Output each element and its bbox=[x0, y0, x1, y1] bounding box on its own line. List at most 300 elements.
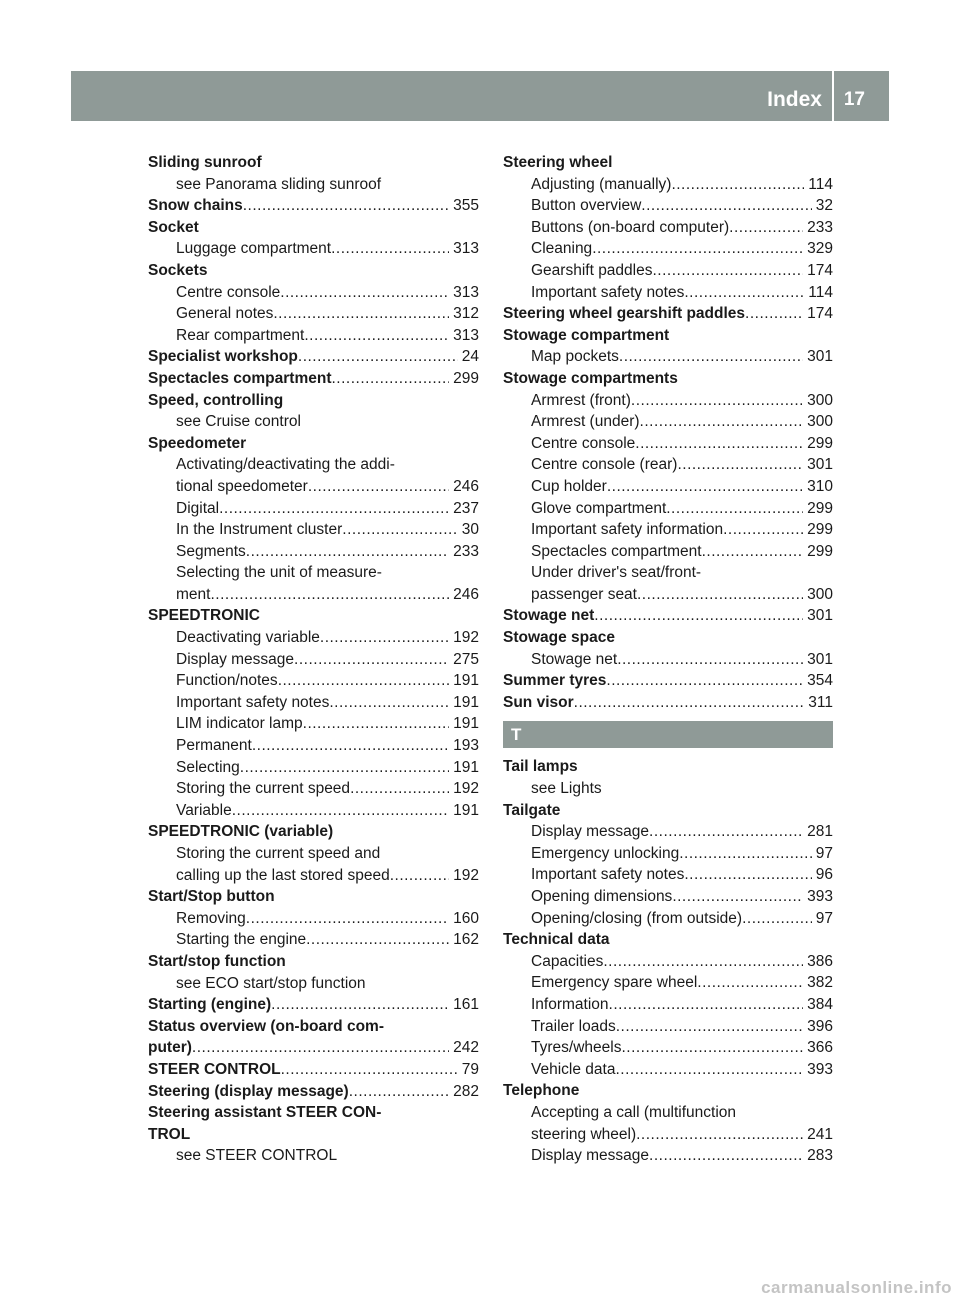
index-entry bbox=[148, 1102, 479, 1124]
leader-dots bbox=[603, 951, 803, 973]
leader-dots bbox=[636, 1124, 803, 1146]
index-entry bbox=[148, 411, 479, 433]
leader-dots bbox=[298, 346, 458, 368]
index-subterm: tional speedometer bbox=[176, 477, 308, 495]
index-page-ref: 191 bbox=[453, 758, 479, 776]
index-page-ref: 242 bbox=[453, 1039, 479, 1057]
leader-dots bbox=[723, 519, 803, 541]
leader-dots bbox=[294, 649, 449, 671]
index-page-ref: 393 bbox=[807, 888, 833, 905]
page-header bbox=[71, 71, 889, 121]
index-subterm: Selecting the unit of measure- bbox=[176, 564, 382, 582]
leader-dots bbox=[349, 1081, 449, 1103]
index-entry bbox=[148, 303, 479, 325]
index-page-ref: 386 bbox=[807, 952, 833, 970]
index-term: Starting (engine) bbox=[148, 996, 272, 1014]
index-entry bbox=[503, 756, 833, 778]
leader-dots bbox=[702, 541, 804, 563]
index-page-ref: 366 bbox=[807, 1039, 833, 1057]
index-entry bbox=[148, 476, 479, 498]
index-entry bbox=[503, 800, 833, 822]
index-entry bbox=[148, 368, 479, 390]
index-page-ref: 114 bbox=[808, 175, 833, 193]
leader-dots bbox=[615, 1059, 803, 1081]
index-page-ref: 192 bbox=[453, 629, 479, 647]
index-page-ref: 300 bbox=[807, 413, 833, 431]
index-subterm: see STEER CONTROL bbox=[176, 1147, 338, 1165]
index-page-ref: 79 bbox=[461, 1060, 479, 1078]
leader-dots bbox=[273, 303, 449, 325]
index-page-ref: 299 bbox=[453, 369, 479, 387]
index-term: Summer tyres bbox=[503, 672, 607, 690]
index-entry bbox=[148, 260, 479, 282]
index-page-ref: 97 bbox=[815, 844, 833, 862]
index-entry bbox=[148, 346, 479, 368]
index-page-ref: 246 bbox=[453, 477, 479, 495]
index-term: Telephone bbox=[503, 1082, 580, 1100]
leader-dots bbox=[303, 713, 449, 735]
index-term: Snow chains bbox=[148, 197, 243, 215]
leader-dots bbox=[619, 346, 803, 368]
index-entry bbox=[503, 584, 833, 606]
section-letter-t: T bbox=[503, 721, 833, 748]
index-entry bbox=[503, 476, 833, 498]
index-entry bbox=[148, 627, 479, 649]
leader-dots bbox=[649, 821, 803, 843]
leader-dots bbox=[331, 238, 449, 260]
index-subterm: Permanent bbox=[176, 737, 252, 755]
index-page-ref: 299 bbox=[807, 521, 833, 539]
index-entry bbox=[503, 174, 833, 196]
index-subterm: ment bbox=[176, 585, 211, 603]
leader-dots bbox=[271, 994, 449, 1016]
leader-dots bbox=[677, 454, 803, 476]
index-entry bbox=[503, 972, 833, 994]
index-subterm: Cleaning bbox=[531, 240, 593, 258]
index-entry bbox=[148, 973, 479, 995]
index-entry bbox=[503, 1059, 833, 1081]
index-subterm: Storing the current speed bbox=[176, 780, 351, 798]
index-entry bbox=[503, 260, 833, 282]
page-number: 17 bbox=[843, 89, 865, 110]
index-subterm: Important safety notes bbox=[531, 866, 685, 884]
leader-dots bbox=[320, 627, 449, 649]
index-entry bbox=[148, 498, 479, 520]
index-term: Status overview (on-board com- bbox=[148, 1017, 384, 1035]
index-page-ref: 301 bbox=[807, 348, 833, 366]
index-page-ref: 299 bbox=[807, 542, 833, 560]
index-subterm: Tyres/wheels bbox=[531, 1039, 622, 1057]
index-entry bbox=[148, 390, 479, 412]
index-page-ref: 313 bbox=[453, 283, 479, 301]
index-entry bbox=[148, 433, 479, 455]
index-page-ref: 393 bbox=[807, 1060, 833, 1078]
index-entry bbox=[503, 864, 833, 886]
leader-dots bbox=[332, 368, 450, 390]
leader-dots bbox=[729, 217, 803, 239]
index-subterm: Important safety notes bbox=[176, 693, 330, 711]
index-entry bbox=[503, 692, 833, 714]
index-subterm: Armrest (front) bbox=[531, 391, 631, 409]
index-subterm: calling up the last stored speed bbox=[176, 866, 390, 884]
index-page-ref: 299 bbox=[807, 499, 833, 517]
index-subterm: Adjusting (manually) bbox=[531, 175, 672, 193]
index-page-ref: 191 bbox=[453, 672, 479, 690]
index-subterm: Storing the current speed and bbox=[176, 845, 381, 862]
index-subterm: Centre console (rear) bbox=[531, 456, 678, 474]
index-entry bbox=[148, 217, 479, 239]
index-entry bbox=[503, 843, 833, 865]
header-title: Index bbox=[767, 88, 822, 111]
index-entry bbox=[503, 303, 833, 325]
leader-dots bbox=[621, 1037, 803, 1059]
index-subterm: Stowage net bbox=[531, 650, 618, 668]
leader-dots bbox=[280, 282, 449, 304]
index-entry bbox=[503, 238, 833, 260]
leader-dots bbox=[278, 670, 449, 692]
leader-dots bbox=[679, 843, 812, 865]
index-page-ref: 329 bbox=[807, 240, 833, 258]
leader-dots bbox=[671, 174, 804, 196]
index-subterm: LIM indicator lamp bbox=[176, 715, 303, 733]
index-page-ref: 396 bbox=[807, 1017, 833, 1035]
leader-dots bbox=[606, 670, 803, 692]
index-entry bbox=[503, 390, 833, 412]
leader-dots bbox=[672, 886, 803, 908]
index-entry bbox=[148, 951, 479, 973]
index-section-t bbox=[503, 756, 833, 1166]
index-page-ref: 161 bbox=[453, 996, 479, 1014]
index-entry bbox=[148, 757, 479, 779]
index-entry bbox=[148, 1081, 479, 1103]
leader-dots bbox=[232, 800, 449, 822]
index-entry bbox=[503, 217, 833, 239]
index-column-left bbox=[148, 152, 479, 1167]
index-term: Start/Stop button bbox=[148, 888, 275, 906]
leader-dots bbox=[329, 692, 449, 714]
index-page-ref: 191 bbox=[453, 693, 479, 711]
index-entry bbox=[503, 908, 833, 930]
index-entry bbox=[503, 605, 833, 627]
index-subterm: Important safety notes bbox=[531, 283, 685, 301]
leader-dots bbox=[350, 778, 449, 800]
index-subterm: Cup holder bbox=[531, 477, 607, 495]
index-term: Socket bbox=[148, 218, 199, 236]
leader-dots bbox=[342, 519, 457, 541]
index-entry bbox=[503, 346, 833, 368]
index-term: Stowage compartments bbox=[503, 369, 678, 387]
index-subterm: Spectacles compartment bbox=[531, 542, 702, 560]
index-entry bbox=[148, 778, 479, 800]
index-subterm: Information bbox=[531, 995, 609, 1013]
index-entry bbox=[503, 886, 833, 908]
index-page-ref: 241 bbox=[807, 1125, 833, 1143]
index-subterm: Variable bbox=[176, 801, 232, 819]
leader-dots bbox=[594, 605, 803, 627]
index-entry bbox=[503, 541, 833, 563]
index-subterm: Activating/deactivating the addi- bbox=[176, 456, 395, 474]
index-entry bbox=[503, 1145, 833, 1167]
index-entry bbox=[503, 433, 833, 455]
index-page-ref: 192 bbox=[453, 780, 479, 798]
index-subterm: Display message bbox=[176, 650, 295, 668]
index-page-ref: 300 bbox=[807, 585, 833, 603]
leader-dots bbox=[616, 1016, 803, 1038]
leader-dots bbox=[641, 195, 811, 217]
index-page-ref: 191 bbox=[453, 801, 479, 819]
leader-dots bbox=[609, 994, 804, 1016]
index-page-ref: 354 bbox=[807, 672, 833, 690]
index-page-ref: 299 bbox=[807, 434, 833, 452]
index-entry bbox=[148, 1124, 479, 1146]
index-entry bbox=[148, 735, 479, 757]
index-entry bbox=[148, 843, 479, 865]
index-term: Start/stop function bbox=[148, 952, 286, 970]
index-page-ref: 310 bbox=[807, 477, 833, 495]
leader-dots bbox=[631, 390, 803, 412]
index-entry bbox=[148, 1016, 479, 1038]
index-page-ref: 32 bbox=[815, 197, 833, 215]
index-entry bbox=[148, 800, 479, 822]
index-subterm: Centre console bbox=[531, 434, 636, 452]
index-entry bbox=[148, 929, 479, 951]
leader-dots bbox=[246, 908, 449, 930]
leader-dots bbox=[219, 498, 449, 520]
index-entry bbox=[503, 562, 833, 584]
index-entry bbox=[503, 195, 833, 217]
index-term: Steering wheel bbox=[503, 154, 613, 171]
leader-dots bbox=[684, 282, 804, 304]
index-page-ref: 237 bbox=[453, 499, 479, 517]
index-entry bbox=[503, 325, 833, 347]
leader-dots bbox=[653, 260, 804, 282]
index-entry bbox=[148, 670, 479, 692]
index-page-ref: 96 bbox=[815, 866, 833, 884]
index-entry bbox=[503, 498, 833, 520]
index-term: Steering (display message) bbox=[148, 1082, 349, 1100]
index-entry bbox=[503, 454, 833, 476]
index-subterm: Opening dimensions bbox=[531, 888, 673, 905]
index-page-ref: 246 bbox=[453, 585, 479, 603]
index-entry bbox=[503, 778, 833, 800]
index-entry bbox=[148, 519, 479, 541]
index-page-ref: 312 bbox=[453, 305, 479, 323]
index-entry bbox=[503, 1080, 833, 1102]
index-subterm: Digital bbox=[176, 499, 220, 517]
index-entry bbox=[148, 1145, 479, 1167]
index-entry bbox=[503, 152, 833, 174]
index-entry bbox=[148, 1037, 479, 1059]
index-entry bbox=[148, 562, 479, 584]
index-page-ref: 174 bbox=[807, 261, 833, 279]
index-subterm: General notes bbox=[176, 305, 274, 323]
index-subterm: Map pockets bbox=[531, 348, 619, 366]
index-page-ref: 311 bbox=[808, 693, 833, 711]
leader-dots bbox=[306, 929, 449, 951]
index-entry bbox=[503, 627, 833, 649]
index-term: SPEEDTRONIC bbox=[148, 607, 260, 625]
leader-dots bbox=[607, 476, 803, 498]
index-subterm: Important safety information bbox=[531, 521, 724, 539]
index-subterm: Buttons (on-board computer) bbox=[531, 218, 730, 236]
leader-dots bbox=[210, 584, 449, 606]
leader-dots bbox=[684, 864, 811, 886]
leader-dots bbox=[243, 195, 449, 217]
index-entry bbox=[148, 649, 479, 671]
index-page-ref: 301 bbox=[807, 607, 833, 625]
index-subterm: In the Instrument cluster bbox=[176, 521, 343, 539]
index-term: Speedometer bbox=[148, 434, 247, 452]
index-entry bbox=[148, 821, 479, 843]
index-subterm: Segments bbox=[176, 542, 246, 560]
leader-dots bbox=[697, 972, 803, 994]
index-subterm: Opening/closing (from outside) bbox=[531, 909, 743, 927]
index-subterm: Emergency spare wheel bbox=[531, 974, 698, 992]
index-term: Spectacles compartment bbox=[148, 369, 332, 387]
index-subterm: Starting the engine bbox=[176, 931, 307, 949]
index-entry bbox=[503, 282, 833, 304]
index-subterm: see Panorama sliding sunroof bbox=[176, 175, 382, 193]
index-subterm: Centre console bbox=[176, 283, 281, 301]
leader-dots bbox=[304, 325, 449, 347]
index-subterm: Removing bbox=[176, 909, 246, 927]
leader-dots bbox=[617, 649, 803, 671]
index-section-s bbox=[503, 152, 833, 713]
index-page-ref: 355 bbox=[453, 197, 479, 215]
leader-dots bbox=[246, 541, 449, 563]
index-subterm: Luggage compartment bbox=[176, 240, 332, 258]
index-column-right bbox=[503, 152, 833, 1167]
index-term: Specialist workshop bbox=[148, 348, 298, 366]
leader-dots bbox=[637, 584, 803, 606]
index-entry bbox=[148, 1059, 479, 1081]
index-entry bbox=[148, 541, 479, 563]
index-term: Technical data bbox=[503, 931, 610, 949]
index-page-ref: 193 bbox=[453, 737, 479, 755]
index-term: Speed, controlling bbox=[148, 391, 284, 409]
index-page-ref: 174 bbox=[807, 305, 833, 323]
index-entry bbox=[503, 1016, 833, 1038]
index-entry bbox=[148, 605, 479, 627]
index-entry bbox=[148, 994, 479, 1016]
leader-dots bbox=[240, 757, 449, 779]
index-subterm: see Cruise control bbox=[176, 413, 301, 431]
index-entry bbox=[503, 1037, 833, 1059]
index-term: Stowage space bbox=[503, 629, 615, 647]
index-page-ref: 313 bbox=[453, 240, 479, 258]
watermark: carmanualsonline.info bbox=[761, 1278, 952, 1297]
index-term: TROL bbox=[148, 1125, 191, 1143]
index-entry bbox=[148, 886, 479, 908]
index-page-ref: 313 bbox=[453, 326, 479, 344]
header-divider bbox=[832, 71, 834, 121]
leader-dots bbox=[640, 411, 804, 433]
index-term: Tailgate bbox=[503, 801, 561, 819]
index-page-ref: 191 bbox=[453, 715, 479, 733]
index-entry bbox=[503, 821, 833, 843]
index-subterm: Display message bbox=[531, 1147, 650, 1165]
index-subterm: Accepting a call (multifunction bbox=[531, 1103, 737, 1121]
index-subterm: Capacities bbox=[531, 952, 604, 970]
leader-dots bbox=[742, 908, 812, 930]
index-entry bbox=[148, 152, 479, 174]
index-entry bbox=[148, 692, 479, 714]
index-entry bbox=[148, 325, 479, 347]
index-page-ref: 275 bbox=[453, 650, 479, 668]
index-entry bbox=[148, 174, 479, 196]
index-entry bbox=[148, 908, 479, 930]
leader-dots bbox=[592, 238, 803, 260]
index-page-ref: 300 bbox=[807, 391, 833, 409]
index-entry bbox=[503, 951, 833, 973]
index-subterm: Armrest (under) bbox=[531, 413, 640, 431]
index-page-ref: 192 bbox=[453, 866, 479, 884]
index-subterm: Rear compartment bbox=[176, 326, 305, 344]
index-entry bbox=[503, 929, 833, 951]
leader-dots bbox=[666, 498, 803, 520]
index-subterm: passenger seat bbox=[531, 585, 637, 603]
index-subterm: Glove compartment bbox=[531, 499, 667, 517]
index-subterm: see Lights bbox=[531, 780, 602, 798]
leader-dots bbox=[281, 1059, 458, 1081]
index-page-ref: 281 bbox=[807, 823, 833, 841]
leader-dots bbox=[192, 1037, 449, 1059]
index-term: Stowage net bbox=[503, 607, 595, 625]
index-subterm: Gearshift paddles bbox=[531, 261, 653, 279]
index-subterm: Trailer loads bbox=[531, 1017, 616, 1035]
index-page-ref: 282 bbox=[453, 1082, 479, 1100]
index-subterm: Function/notes bbox=[176, 672, 278, 690]
index-subterm: Emergency unlocking bbox=[531, 844, 680, 862]
leader-dots bbox=[252, 735, 449, 757]
index-entry bbox=[148, 713, 479, 735]
index-term: SPEEDTRONIC (variable) bbox=[148, 823, 334, 841]
index-subterm: steering wheel) bbox=[531, 1125, 637, 1143]
leader-dots bbox=[649, 1145, 803, 1167]
index-entry bbox=[148, 238, 479, 260]
index-term: STEER CONTROL bbox=[148, 1060, 281, 1078]
index-entry bbox=[503, 1102, 833, 1124]
index-entry bbox=[503, 411, 833, 433]
index-entry bbox=[148, 584, 479, 606]
index-page-ref: 382 bbox=[807, 974, 833, 992]
index-page-ref: 30 bbox=[461, 521, 479, 539]
index-term: Steering wheel gearshift paddles bbox=[503, 305, 746, 323]
index-page-ref: 301 bbox=[807, 456, 833, 474]
index-term: Steering assistant STEER CON- bbox=[148, 1104, 382, 1122]
index-entry bbox=[148, 282, 479, 304]
index-entry bbox=[503, 368, 833, 390]
index-page-ref: 97 bbox=[815, 909, 833, 927]
index-entry bbox=[503, 1124, 833, 1146]
index-entry bbox=[503, 994, 833, 1016]
index-subterm: see ECO start/stop function bbox=[176, 974, 366, 992]
index-subterm: Selecting bbox=[176, 758, 240, 776]
index-term: puter) bbox=[148, 1039, 192, 1057]
leader-dots bbox=[308, 476, 449, 498]
index-page-ref: 160 bbox=[453, 909, 479, 927]
index-entry bbox=[148, 454, 479, 476]
index-subterm: Deactivating variable bbox=[176, 629, 320, 647]
index-subterm: Display message bbox=[531, 823, 650, 841]
leader-dots bbox=[574, 692, 805, 714]
index-term: Stowage compartment bbox=[503, 326, 670, 344]
leader-dots bbox=[390, 865, 449, 887]
index-page-ref: 233 bbox=[453, 542, 479, 560]
index-entry bbox=[503, 519, 833, 541]
leader-dots bbox=[745, 303, 803, 325]
index-term: Sliding sunroof bbox=[148, 154, 262, 171]
